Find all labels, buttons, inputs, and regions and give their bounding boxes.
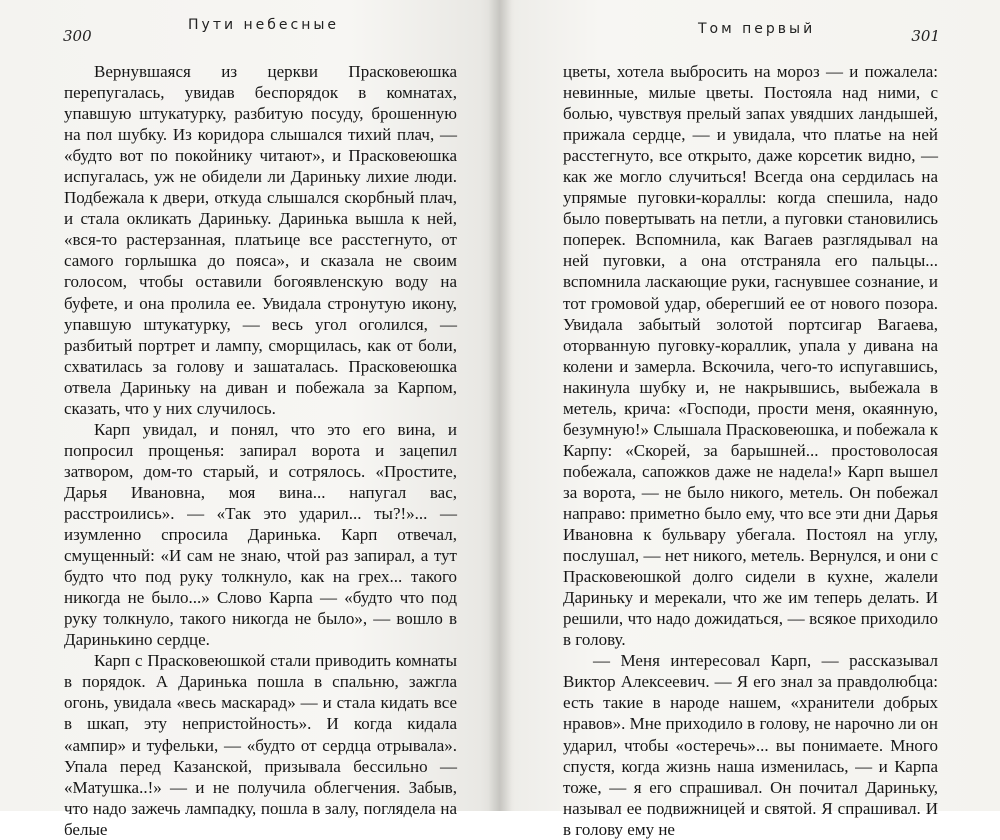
right-running-head: Том первый bbox=[698, 21, 816, 37]
paragraph: Вернувшаяся из церкви Прасковеюшка перепугалась, увидав беспорядок в комнатах, упавшую штукатурку, разбитую посуду, брошенную на пол шубку. Из коридора слышался тихий плач, — «будто вот по покойнику читают», и Прасковеюшка испугалась, уж не обидели ли Дариньку лихие люди. Подбежала к двери, откуда слышался скорбный плач, и стала окликать Дариньку. Даринька вышла к ней, «вся-то растерзанная, платьице все расстегнуто, от самого горлышка до пояса», и сказала не своим голосом, чтобы оставили богоявленскую воду на буфете, и она пролила ее. Увидала стронутую икону, упавшую штукатурку, — весь угол оголился, — разбитый портрет и лампу, сморщилась, как от боли, схватилась за голову и зашаталась. Прасковеюшка отвела Дариньку на диван и побежала за Карпом, сказать, что у них случилось. bbox=[64, 62, 457, 418]
left-page-text bbox=[64, 61, 457, 840]
right-page-number: 301 bbox=[911, 27, 940, 45]
right-page bbox=[500, 0, 1000, 839]
right-page-text bbox=[563, 61, 938, 840]
paragraph: — Меня интересовал Карп, — рассказывал Виктор Алексеевич. — Я его знал за правдолюбца: есть такие в народе нашем, «хранители добрых нравов». Мне приходило в голову, не нарочно ли он ударил, чтобы «остеречь»... вы понимаете. Много спустя, когда жизнь наша изменилась, — и Карпа тоже, — я его спрашивал. Он почитал Дариньку, называл ее подвижницей и святой. Я спрашивал. И в голову ему не bbox=[563, 651, 938, 839]
left-page bbox=[0, 0, 500, 839]
paragraph: цветы, хотела выбросить на мороз — и пожалела: невинные, милые цветы. Постояла над ними, с болью, чувствуя прелый запах увядших ландышей, прижала сердце, — и увидала, что платье на ней расстегнуто, все открыто, даже корсетик видно, — как же могло случиться! Всегда она сердилась на упрямые пуговки-кораллы: когда спешила, надо было повертывать на петли, а пуговки становились поперек. Вспомнила, как Вагаев разглядывал на ней пуговки, а она отстраняла его пальцы... вспомнила ласкающие руки, гаснувшее сознание, и тот громовой удар, оберегший ее от нового позора. Увидала забытый золотой портсигар Вагаева, оторванную пуговку-кораллик, упала у дивана на колени и замерла. Вскочила, чего-то испугавшись, накинула шубку и, не накрывшись, выбежала в метель, крича: «Господи, прости меня, окаянную, безумную!» Слышала Прасковеюшка, и побежала к Карпу: «Скорей, за барышней... простоволосая побежала, сапожков даже не надела!» Карп вышел за ворота, — не было никого, метель. Он побежал направо: приметно было ему, что все эти дни Дарья Ивановна к бульвару убегала. Постоял на углу, послушал, — нет никого, метель. Вернулся, и они с Прасковеюшкой долго сидели в кухне, жалели Дариньку и мерекали, что же им теперь делать. И решили, что надо дожидаться, — всякое приходило в голову. bbox=[563, 62, 938, 650]
paragraph: Карп увидал, и понял, что это его вина, и попросил прощенья: запирал ворота и зацепил затвором, дом-то старый, и сотрялось. «Простите, Дарья Ивановна, моя вина... напугал вас, расстроились». — «Так это ударил... ты?!»... — изумленно спросила Даринька. Карп отвечал, смущенный: «И сам не знаю, чтой раз запирал, а тут будто что под руку толкнуло, как на грех... такого никогда не было...» Слово Карпа — «будто что под руку толкнуло, такого никогда не было», — вошло в Даринькино сердце. bbox=[64, 419, 457, 650]
left-running-head: Пути небесные bbox=[188, 17, 340, 33]
paragraph: Карп с Прасковеюшкой стали приводить комнаты в порядок. А Даринька пошла в спальню, зажгла огонь, увидала «весь маскарад» — и стала кидать все в шкап, эту непристойность». И когда кидала «ампир» и туфельки, — «будто от сердца отрывала». Упала перед Казанской, призывала бессильно — «Матушка..!» — и не получила облегчения. Забыв, что надо зажечь лампадку, пошла в залу, поглядела на белые bbox=[64, 651, 457, 839]
left-page-number: 300 bbox=[63, 27, 92, 45]
